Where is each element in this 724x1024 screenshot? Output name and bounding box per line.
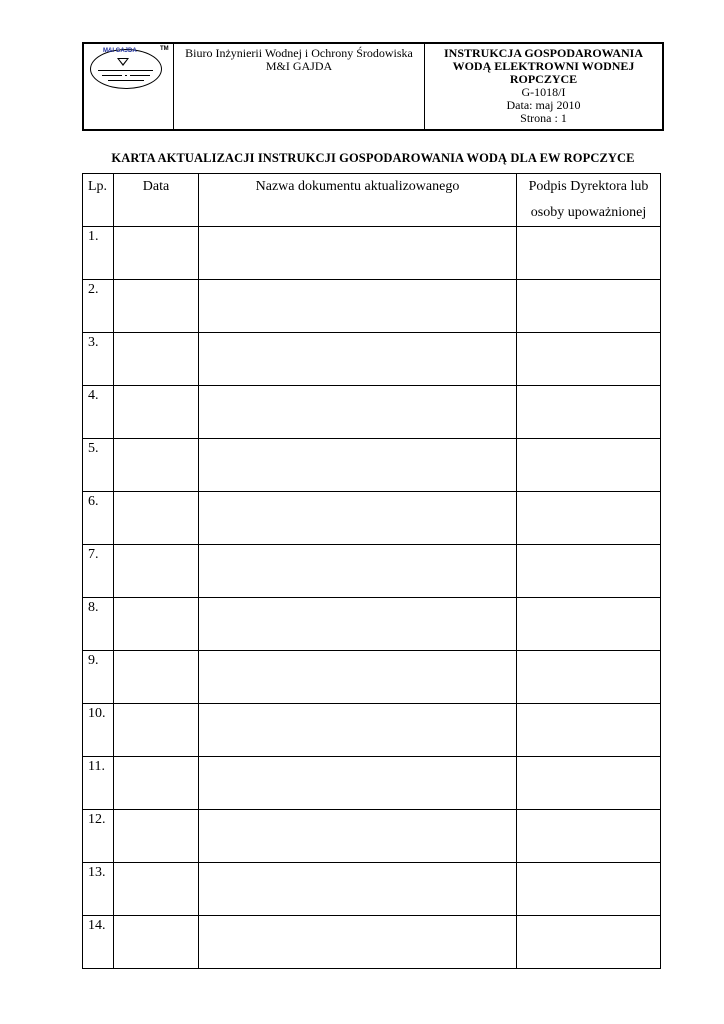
company-name <box>174 44 425 129</box>
table-row <box>83 651 661 704</box>
row-number: 5. <box>83 439 114 492</box>
row-date-cell <box>114 810 199 863</box>
table-row <box>83 386 661 439</box>
row-number: 10. <box>83 704 114 757</box>
row-signature-cell <box>517 651 661 704</box>
signature-header-line-2: osoby upoważnionej <box>530 205 647 220</box>
row-doc-name-cell <box>199 280 517 333</box>
table-row <box>83 439 661 492</box>
signature-header-line-1: Podpis Dyrektora lub <box>528 179 649 194</box>
row-date-cell <box>114 704 199 757</box>
column-header-doc-name: Nazwa dokumentu aktualizowanego <box>199 174 517 227</box>
row-number: 14. <box>83 916 114 969</box>
row-date-cell <box>114 863 199 916</box>
row-signature-cell <box>517 280 661 333</box>
logo-oval <box>90 49 162 89</box>
row-date-cell <box>114 651 199 704</box>
doc-title-line-1: INSTRUKCJA GOSPODAROWANIA <box>443 46 644 60</box>
row-number: 11. <box>83 757 114 810</box>
row-doc-name-cell <box>199 916 517 969</box>
row-signature-cell <box>517 704 661 757</box>
update-table <box>82 173 661 969</box>
row-number: 8. <box>83 598 114 651</box>
doc-title-line-2: WODĄ ELEKTROWNI WODNEJ <box>452 59 635 73</box>
column-header-signature <box>517 174 661 227</box>
row-date-cell <box>114 227 199 280</box>
row-signature-cell <box>517 333 661 386</box>
doc-page: Strona : 1 <box>520 111 567 125</box>
row-number: 9. <box>83 651 114 704</box>
doc-title-line-3: ROPCZYCE <box>509 72 578 86</box>
table-header-row <box>83 174 661 227</box>
row-date-cell <box>114 386 199 439</box>
row-signature-cell <box>517 439 661 492</box>
row-doc-name-cell <box>199 704 517 757</box>
table-row <box>83 280 661 333</box>
table-row <box>83 810 661 863</box>
table-row <box>83 227 661 280</box>
row-doc-name-cell <box>199 386 517 439</box>
row-doc-name-cell <box>199 863 517 916</box>
row-number: 12. <box>83 810 114 863</box>
logo-trademark: TM <box>160 46 169 52</box>
row-signature-cell <box>517 863 661 916</box>
table-row <box>83 704 661 757</box>
row-number: 4. <box>83 386 114 439</box>
row-doc-name-cell <box>199 598 517 651</box>
doc-date: Data: maj 2010 <box>506 98 581 112</box>
table-row <box>83 863 661 916</box>
row-date-cell <box>114 545 199 598</box>
row-doc-name-cell <box>199 333 517 386</box>
row-date-cell <box>114 598 199 651</box>
row-signature-cell <box>517 492 661 545</box>
row-doc-name-cell <box>199 757 517 810</box>
doc-code: G-1018/I <box>521 85 566 99</box>
row-number: 1. <box>83 227 114 280</box>
row-date-cell <box>114 333 199 386</box>
row-signature-cell <box>517 386 661 439</box>
row-date-cell <box>114 757 199 810</box>
row-date-cell <box>114 916 199 969</box>
logo-text: M&I GAJDA <box>103 48 137 54</box>
row-number: 7. <box>83 545 114 598</box>
row-doc-name-cell <box>199 227 517 280</box>
table-row <box>83 545 661 598</box>
document-header <box>82 42 664 131</box>
row-signature-cell <box>517 598 661 651</box>
row-date-cell <box>114 439 199 492</box>
row-number: 3. <box>83 333 114 386</box>
row-signature-cell <box>517 227 661 280</box>
page-title: KARTA AKTUALIZACJI INSTRUKCJI GOSPODAROWANIA WODĄ DLA EW ROPCZYCE <box>111 151 635 165</box>
row-signature-cell <box>517 916 661 969</box>
row-number: 13. <box>83 863 114 916</box>
row-doc-name-cell <box>199 492 517 545</box>
row-signature-cell <box>517 757 661 810</box>
table-row <box>83 492 661 545</box>
table-row <box>83 757 661 810</box>
row-date-cell <box>114 280 199 333</box>
row-doc-name-cell <box>199 810 517 863</box>
company-line-2: M&I GAJDA <box>265 59 333 73</box>
column-header-lp: Lp. <box>83 174 114 227</box>
row-signature-cell <box>517 810 661 863</box>
company-line-1: Biuro Inżynierii Wodnej i Ochrony Środowiska <box>185 46 413 60</box>
company-logo <box>84 44 174 129</box>
table-row <box>83 916 661 969</box>
row-doc-name-cell <box>199 545 517 598</box>
row-signature-cell <box>517 545 661 598</box>
table-row <box>83 598 661 651</box>
row-date-cell <box>114 492 199 545</box>
document-info <box>425 44 662 129</box>
row-number: 6. <box>83 492 114 545</box>
row-doc-name-cell <box>199 651 517 704</box>
row-number: 2. <box>83 280 114 333</box>
row-doc-name-cell <box>199 439 517 492</box>
table-row <box>83 333 661 386</box>
column-header-date: Data <box>114 174 199 227</box>
